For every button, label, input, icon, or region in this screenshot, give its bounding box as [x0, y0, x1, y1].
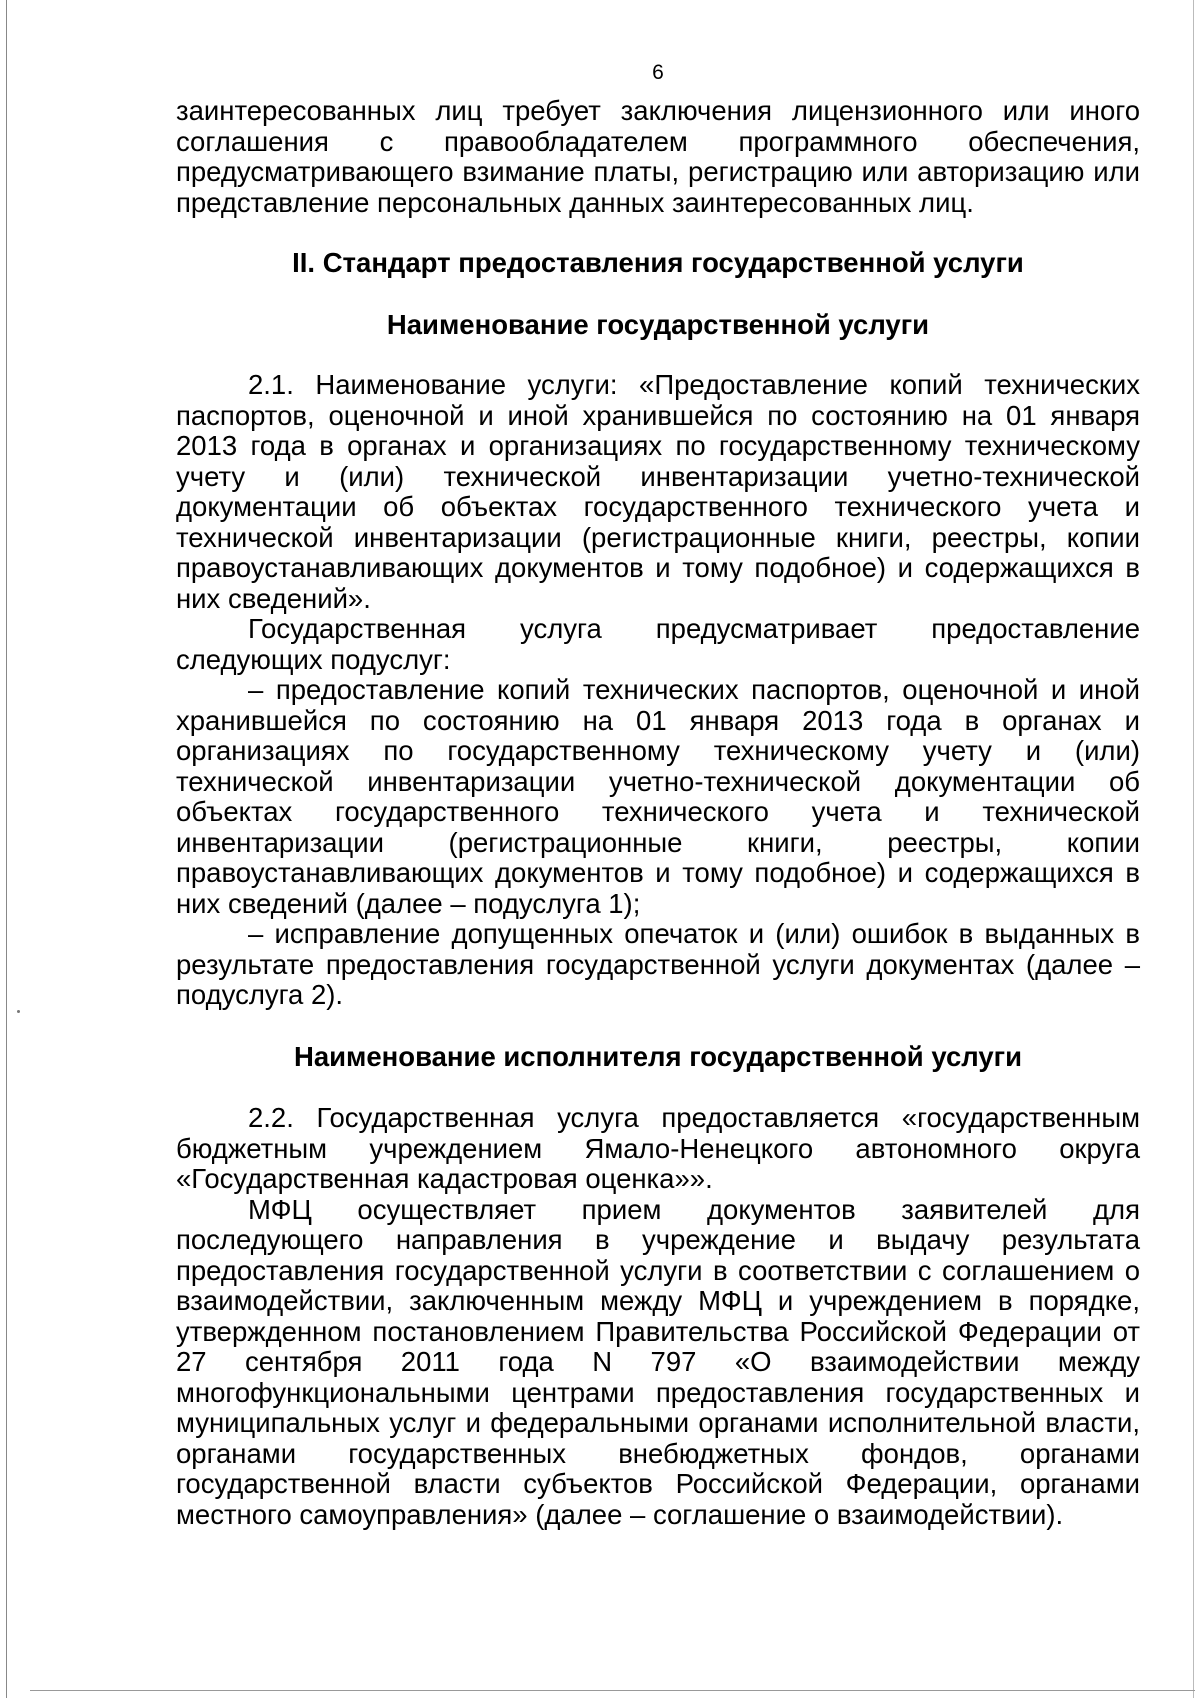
document-page [176, 58, 1140, 1530]
section-heading: II. Стандарт предоставления государственной услуги [292, 247, 1024, 278]
subservices-intro: Государственная услуга предусматривает предоставление следующих подуслуг: [176, 613, 1140, 675]
paragraph-2-1: 2.1. Наименование услуги: «Предоставление копий технических паспортов, оценочной и иной хранившейся по состоянию на 01 января 2013 года в органах и организациях по государственному техническому учету и (или) технической инвентаризации учетно-технической документации об объектах государственного технического учета и технической инвентаризации (регистрационные книги, реестры, копии правоустанавливающих документов и тому подобное) и содержащихся в них сведений». [176, 369, 1140, 614]
scan-speck [17, 1010, 20, 1013]
continuation-paragraph: заинтересованных лиц требует заключения лицензионного или иного соглашения с правообладателем программного обеспечения, предусматривающего взимание платы, регистрацию или авторизацию или представление персональных данных заинтересованных лиц. [176, 95, 1140, 218]
scan-border-bottom [30, 1690, 1195, 1691]
scan-border-right [1193, 0, 1194, 1698]
mfc-paragraph: МФЦ осуществляет прием документов заявителей для последующего направления в учреждение и выдачу результата предоставления государственной услуги в соответствии с соглашением о взаимодействии, заключенным между МФЦ и учреждением в порядке, утвержденном постановлением Правительства Российской Федерации от 27 сентября 2011 года N 797 «О взаимодействии между многофункциональными центрами предоставления государственных и муниципальных услуг и федеральными органами исполнительной власти, органами государственных внебюджетных фондов, органами государственной власти субъектов Российской Федерации, органами местного самоуправления» (далее – соглашение о взаимодействии). [176, 1193, 1140, 1530]
subsection-heading-service-name: Наименование государственной услуги [386, 308, 930, 340]
subservice-item-1: – предоставление копий технических паспортов, оценочной и иной хранившейся по состоянию на 01 января 2013 года в органах и организациях по государственному техническому учету и (или) технической инвентаризации учетно-технической документации об объектах государственного технического учета и технической инвентаризации (регистрационные книги, реестры, копии правоустанавливающих документов и тому подобное) и содержащихся в них сведений (далее – подуслуга 1); [176, 674, 1140, 919]
paragraph-2-2: 2.2. Государственная услуга предоставляется «государственным бюджетным учреждением Ямало-Ненецкого автономного округа «Государственная кадастровая оценка»». [176, 1102, 1140, 1194]
page-number: 6 [652, 61, 664, 84]
scan-border-left [6, 0, 7, 1698]
subservice-item-2: – исправление допущенных опечаток и (или) ошибок в выданных в результате предоставления государственной услуги документах (далее – подуслуга 2). [176, 918, 1140, 1010]
subsection-heading-executor: Наименование исполнителя государственной услуги [293, 1040, 1023, 1072]
